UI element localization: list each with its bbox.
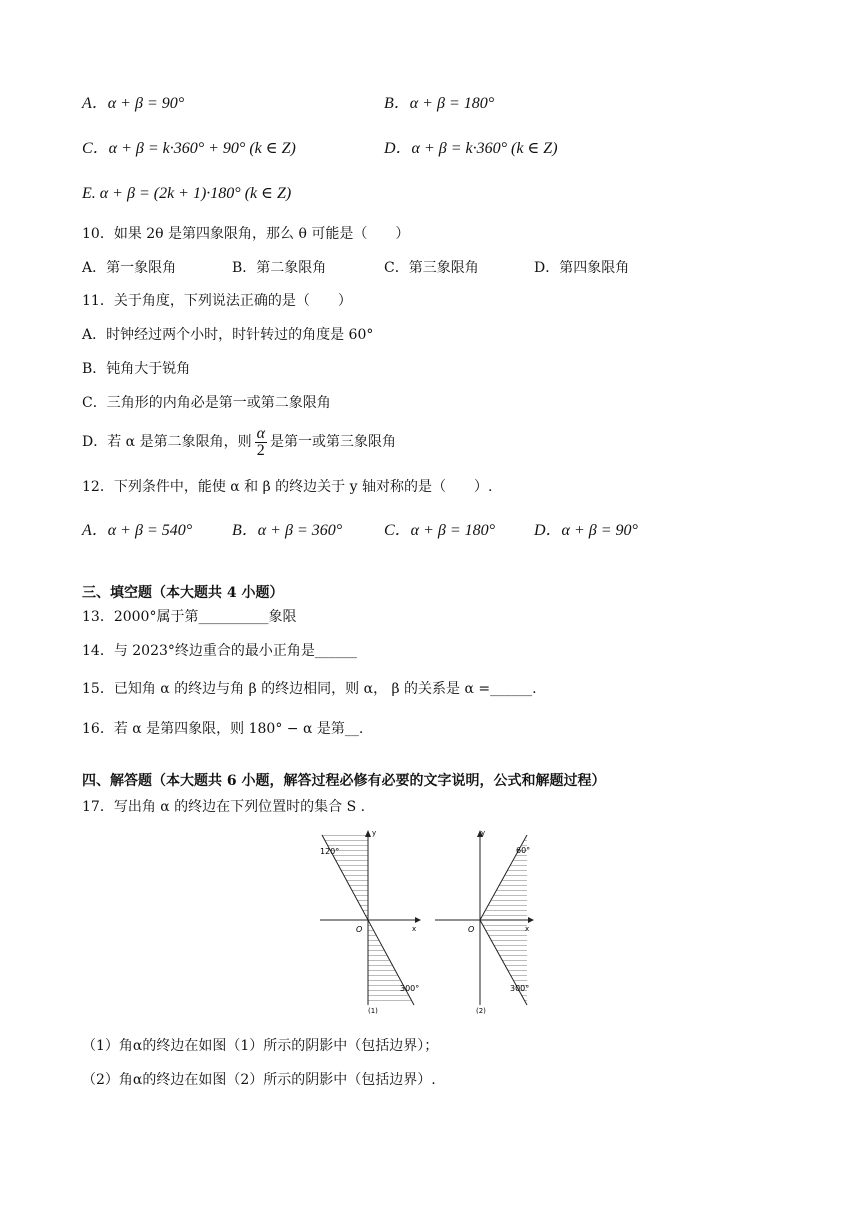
figure-1-origin-label: O xyxy=(356,925,363,934)
figure-2-angle-300: 300° xyxy=(510,984,530,993)
section-three-heading: 三、填空题（本大题共 4 小题） xyxy=(82,585,284,601)
q16: 16．若 α 是第四象限，则 180° − α 是第__. xyxy=(82,721,364,737)
figure-2-x-arrow xyxy=(528,917,534,923)
alpha-over-two-fraction xyxy=(255,426,267,459)
q11-stem: 11．关于角度，下列说法正确的是（ ） xyxy=(82,293,352,309)
figure-1-angle-300: 300° xyxy=(400,984,420,993)
q10-option-c: C．第三象限角 xyxy=(384,260,479,276)
q11-option-d-prefix: D．若 α 是第二象限角，则 xyxy=(82,434,252,450)
q17-sub-1: （1）角α的终边在如图（1）所示的阴影中（包括边界）； xyxy=(82,1038,439,1054)
q9-option-c: C．α + β = k·360° + 90° (k ∈ Z) xyxy=(82,140,296,157)
figure-2-angle-60: 60° xyxy=(516,846,531,855)
figure-2-origin-label: O xyxy=(468,925,475,934)
figure-1-x-label: x xyxy=(412,925,417,933)
figure-2-caption: (2) xyxy=(476,1007,486,1015)
q17-figures xyxy=(300,825,550,1020)
figure-1-caption: (1) xyxy=(368,1007,378,1015)
figure-1-y-label: y xyxy=(372,829,377,837)
q11-option-d xyxy=(82,424,396,460)
fraction-numerator: α xyxy=(256,424,265,442)
figure-2-x-label: x xyxy=(525,925,530,933)
q13: 13．2000°属于第__________象限 xyxy=(82,609,297,625)
q10-option-a: A．第一象限角 xyxy=(82,260,177,276)
q11-option-c: C．三角形的内角必是第一或第二象限角 xyxy=(82,395,331,411)
q11-option-d-suffix: 是第一或第三象限角 xyxy=(270,434,396,450)
q9-option-e: E. α + β = (2k + 1)·180° (k ∈ Z) xyxy=(82,185,292,202)
q9-option-a: A．α + β = 90° xyxy=(82,95,185,112)
figure-1-angle-120: 120° xyxy=(320,847,340,856)
q9-option-b: B．α + β = 180° xyxy=(384,95,495,112)
figure-1-y-arrow xyxy=(365,830,371,837)
q12-option-c: C．α + β = 180° xyxy=(384,522,496,539)
figure-1-x-arrow xyxy=(415,917,421,923)
q12-option-d: D．α + β = 90° xyxy=(534,522,638,539)
q10-option-d: D．第四象限角 xyxy=(534,260,630,276)
fraction-denominator: 2 xyxy=(256,441,265,459)
q9-option-d: D．α + β = k·360° (k ∈ Z) xyxy=(384,140,558,157)
q12-option-a: A．α + β = 540° xyxy=(82,522,193,539)
q15: 15．已知角 α 的终边与角 β 的终边相同，则 α， β 的关系是 α =______. xyxy=(82,681,537,697)
q12-stem: 12．下列条件中，能使 α 和 β 的终边关于 y 轴对称的是（ ）. xyxy=(82,479,493,495)
section-four-heading: 四、解答题（本大题共 6 小题，解答过程必修有必要的文字说明，公式和解题过程） xyxy=(82,773,606,789)
q17-sub-2: （2）角α的终边在如图（2）所示的阴影中（包括边界）. xyxy=(82,1072,436,1088)
q10-stem: 10．如果 2θ 是第四象限角，那么 θ 可能是（ ） xyxy=(82,226,410,242)
q11-option-a: A．时钟经过两个小时，时针转过的角度是 60° xyxy=(82,327,374,343)
q17-stem: 17．写出角 α 的终边在下列位置时的集合 S . xyxy=(82,799,366,815)
q10-option-b: B．第二象限角 xyxy=(232,260,327,276)
figure-1 xyxy=(320,829,421,1015)
q14: 14．与 2023°终边重合的最小正角是______ xyxy=(82,643,357,659)
q12-option-b: B．α + β = 360° xyxy=(232,522,343,539)
figure-2 xyxy=(435,829,534,1015)
q11-option-b: B．钝角大于锐角 xyxy=(82,361,191,377)
figure-2-y-label: y xyxy=(481,829,486,837)
